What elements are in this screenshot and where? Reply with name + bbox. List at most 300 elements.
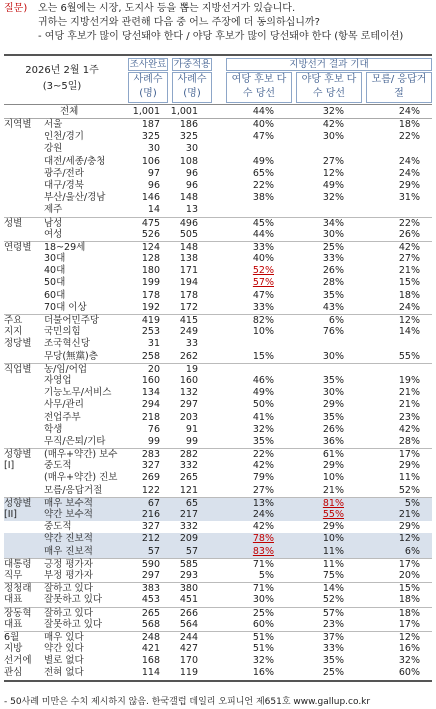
table-row bbox=[4, 570, 432, 582]
table-row bbox=[4, 302, 432, 314]
table-row bbox=[4, 387, 432, 399]
row-group-label: [II] bbox=[4, 509, 18, 520]
row-label: 매우 보수적 bbox=[44, 497, 93, 509]
ruling-pct: 33% bbox=[252, 241, 274, 253]
table-row bbox=[4, 314, 432, 326]
weighted-count: 496 bbox=[179, 217, 198, 229]
opposition-pct: 29% bbox=[322, 460, 344, 472]
surveyed-count: 590 bbox=[141, 558, 160, 570]
table-row bbox=[4, 156, 432, 168]
ruling-pct: 32% bbox=[252, 655, 274, 667]
unknown-pct: 11% bbox=[398, 472, 420, 484]
surveyed-count: 178 bbox=[141, 289, 160, 301]
unknown-pct: 15% bbox=[398, 277, 420, 289]
surveyed-count: 199 bbox=[141, 277, 160, 289]
table-row bbox=[4, 485, 432, 497]
row-label: 부정 평가자 bbox=[44, 569, 93, 581]
weighted-count: 262 bbox=[179, 350, 198, 362]
row-group-label: 지방 bbox=[4, 643, 23, 655]
opposition-pct: 61% bbox=[322, 449, 344, 461]
unknown-pct: 12% bbox=[398, 533, 420, 545]
ruling-pct: 51% bbox=[252, 643, 274, 655]
opposition-pct: 75% bbox=[322, 569, 344, 581]
table-row bbox=[4, 326, 432, 338]
ruling-pct: 15% bbox=[252, 350, 274, 362]
table-row bbox=[4, 131, 432, 143]
row-label: 전업주부 bbox=[44, 411, 81, 423]
weighted-count: 172 bbox=[179, 301, 198, 313]
row-label: 서울 bbox=[44, 119, 63, 130]
unknown-pct: 32% bbox=[398, 655, 420, 667]
table-row bbox=[4, 412, 432, 424]
weighted-count: 265 bbox=[179, 472, 198, 484]
unknown-pct: 42% bbox=[398, 423, 420, 435]
ruling-pct: 49% bbox=[252, 387, 274, 399]
ruling-pct: 57% bbox=[252, 277, 274, 289]
opposition-pct: 37% bbox=[322, 631, 344, 643]
surveyed-count: 475 bbox=[141, 217, 160, 229]
surveyed-count: 31 bbox=[147, 338, 160, 350]
row-group-label: 대표 bbox=[4, 618, 23, 630]
unknown-pct: 24% bbox=[398, 301, 420, 313]
row-label: 무직/은퇴/기타 bbox=[44, 435, 106, 447]
row-label: 인천/경기 bbox=[44, 131, 84, 143]
ruling-pct: 33% bbox=[252, 301, 274, 313]
row-label: 30대 bbox=[44, 253, 66, 265]
row-label: 제주 bbox=[44, 204, 63, 216]
row-label: 약간 있다 bbox=[44, 643, 84, 655]
unknown-pct: 21% bbox=[398, 387, 420, 399]
table-row bbox=[4, 375, 432, 387]
ruling-pct: 40% bbox=[252, 119, 274, 130]
ruling-pct: 44% bbox=[252, 228, 274, 240]
ruling-pct: 16% bbox=[252, 667, 274, 679]
table-row bbox=[4, 582, 432, 594]
ruling-pct: 65% bbox=[252, 167, 274, 179]
table-row bbox=[4, 277, 432, 289]
row-label: 강원 bbox=[44, 143, 63, 155]
surveyed-count: 96 bbox=[147, 179, 160, 191]
ruling-pct: 22% bbox=[252, 449, 274, 461]
unknown-pct: 15% bbox=[398, 583, 420, 595]
row-group-label: 연령별 bbox=[4, 241, 32, 253]
table-row bbox=[4, 119, 432, 131]
table-row bbox=[4, 217, 432, 229]
weighted-count: 148 bbox=[179, 192, 198, 204]
surveyed-count: 1,001 bbox=[132, 106, 160, 117]
row-label: 모름/응답거절 bbox=[44, 484, 103, 496]
weighted-count: 209 bbox=[179, 533, 198, 545]
weighted-count: 96 bbox=[185, 167, 198, 179]
weighted-count: 332 bbox=[179, 521, 198, 533]
row-label: 학생 bbox=[44, 423, 63, 435]
surveyed-count: 99 bbox=[147, 435, 160, 447]
ruling-pct: 27% bbox=[252, 484, 274, 496]
surveyed-count: 97 bbox=[147, 167, 160, 179]
opposition-pct: 29% bbox=[322, 399, 344, 411]
row-label: 60대 bbox=[44, 289, 66, 301]
row-label: 약간 보수적 bbox=[44, 509, 93, 520]
unknown-pct: 21% bbox=[398, 509, 420, 520]
ruling-pct: 60% bbox=[252, 618, 274, 630]
table-row bbox=[4, 460, 432, 472]
opposition-pct: 32% bbox=[322, 192, 344, 204]
row-label: 중도적 bbox=[44, 460, 72, 472]
col-weighted-sub: 사례수 (명) bbox=[172, 72, 212, 103]
unknown-pct: 60% bbox=[398, 667, 420, 679]
ruling-pct: 22% bbox=[252, 179, 274, 191]
weighted-count: 427 bbox=[179, 643, 198, 655]
ruling-pct: 52% bbox=[252, 265, 274, 277]
weighted-count: 415 bbox=[179, 315, 198, 326]
row-group-label: 지역별 bbox=[4, 119, 32, 130]
surveyed-count: 57 bbox=[147, 545, 160, 557]
unknown-pct: 29% bbox=[398, 521, 420, 533]
weighted-count: 451 bbox=[179, 594, 198, 606]
surveyed-count: 30 bbox=[147, 143, 160, 155]
weighted-count: 99 bbox=[185, 435, 198, 447]
table-row bbox=[4, 533, 432, 545]
table-row bbox=[4, 143, 432, 155]
opposition-pct: 35% bbox=[322, 411, 344, 423]
table-row bbox=[4, 643, 432, 655]
surveyed-count: 192 bbox=[141, 301, 160, 313]
opposition-pct: 76% bbox=[322, 326, 344, 338]
table-row bbox=[4, 192, 432, 204]
table-row bbox=[4, 607, 432, 619]
row-group-label: 관심 bbox=[4, 667, 23, 679]
surveyed-count: 453 bbox=[141, 594, 160, 606]
unknown-pct: 12% bbox=[398, 631, 420, 643]
ruling-pct: 45% bbox=[252, 217, 274, 229]
weighted-count: 30 bbox=[185, 143, 198, 155]
opposition-pct: 33% bbox=[322, 643, 344, 655]
surveyed-count: 180 bbox=[141, 265, 160, 277]
weighted-count: 119 bbox=[179, 667, 198, 679]
surveyed-count: 269 bbox=[141, 472, 160, 484]
row-group-label: 선거에 bbox=[4, 655, 32, 667]
weighted-count: 132 bbox=[179, 387, 198, 399]
ruling-pct: 24% bbox=[252, 509, 274, 520]
surveyed-count: 160 bbox=[141, 374, 160, 386]
col-unknown-header: 모름/ 응답거절 bbox=[366, 72, 432, 103]
table-row bbox=[4, 655, 432, 667]
unknown-pct: 21% bbox=[398, 265, 420, 277]
table-row bbox=[4, 472, 432, 484]
row-label: 더불어민주당 bbox=[44, 315, 100, 326]
opposition-pct: 57% bbox=[322, 607, 344, 619]
row-group-label: 대표 bbox=[4, 594, 23, 606]
col-opposition-header: 야당 후보 다수 당선 bbox=[296, 72, 362, 103]
surveyed-count: 76 bbox=[147, 423, 160, 435]
table-row bbox=[4, 448, 432, 460]
unknown-pct: 23% bbox=[398, 411, 420, 423]
table-row bbox=[4, 436, 432, 448]
ruling-pct: 40% bbox=[252, 253, 274, 265]
surveyed-count: 134 bbox=[141, 387, 160, 399]
col-surveyed-header: 조사완료 bbox=[129, 59, 167, 70]
row-label: 전체 bbox=[60, 106, 79, 117]
weighted-count: 564 bbox=[179, 618, 198, 630]
row-label: 대구/경북 bbox=[44, 179, 84, 191]
surveyed-count: 124 bbox=[141, 241, 160, 253]
col-surveyed-sub: 사례수 (명) bbox=[128, 72, 168, 103]
row-label: 긍정 평가자 bbox=[44, 558, 93, 570]
row-group-label: 지지 bbox=[4, 326, 23, 338]
weighted-count: 297 bbox=[179, 399, 198, 411]
table-row bbox=[4, 619, 432, 631]
weighted-count: 244 bbox=[179, 631, 198, 643]
weighted-count: 57 bbox=[185, 545, 198, 557]
row-label: 잘하고 있다 bbox=[44, 583, 93, 595]
surveyed-count: 419 bbox=[141, 315, 160, 326]
unknown-pct: 42% bbox=[398, 241, 420, 253]
surveyed-count: 297 bbox=[141, 569, 160, 581]
weighted-count: 91 bbox=[185, 423, 198, 435]
weighted-count: 65 bbox=[185, 497, 198, 509]
surveyed-count: 327 bbox=[141, 521, 160, 533]
weighted-count: 217 bbox=[179, 509, 198, 520]
unknown-pct: 14% bbox=[398, 326, 420, 338]
unknown-pct: 31% bbox=[398, 192, 420, 204]
weighted-count: 325 bbox=[179, 131, 198, 143]
table-row bbox=[4, 667, 432, 679]
row-group-label: 장동혁 bbox=[4, 607, 32, 619]
question-line: - 여당 후보가 많이 당선돼야 한다 / 야당 후보가 많이 당선돼야 한다 (항목 로테이션) bbox=[38, 31, 404, 42]
unknown-pct: 18% bbox=[398, 594, 420, 606]
opposition-pct: 11% bbox=[322, 558, 344, 570]
opposition-pct: 30% bbox=[322, 350, 344, 362]
opposition-pct: 29% bbox=[322, 521, 344, 533]
row-label: 자영업 bbox=[44, 374, 72, 386]
ruling-pct: 44% bbox=[252, 106, 274, 117]
surveyed-count: 421 bbox=[141, 643, 160, 655]
opposition-pct: 26% bbox=[322, 265, 344, 277]
table-row bbox=[4, 253, 432, 265]
row-group-label: 성별 bbox=[4, 217, 23, 229]
row-group-label: 대통령 bbox=[4, 558, 32, 570]
ruling-pct: 30% bbox=[252, 594, 274, 606]
ruling-pct: 78% bbox=[252, 533, 274, 545]
ruling-pct: 10% bbox=[252, 326, 274, 338]
weighted-count: 160 bbox=[179, 374, 198, 386]
ruling-pct: 25% bbox=[252, 607, 274, 619]
unknown-pct: 21% bbox=[398, 399, 420, 411]
opposition-pct: 30% bbox=[322, 131, 344, 143]
weighted-count: 96 bbox=[185, 179, 198, 191]
opposition-pct: 12% bbox=[322, 167, 344, 179]
table-body bbox=[4, 105, 432, 680]
unknown-pct: 22% bbox=[398, 217, 420, 229]
row-label: 별로 없다 bbox=[44, 655, 84, 667]
weighted-count: 170 bbox=[179, 655, 198, 667]
unknown-pct: 17% bbox=[398, 618, 420, 630]
surveyed-count: 14 bbox=[147, 204, 160, 216]
row-label: 여성 bbox=[44, 228, 63, 240]
row-group-label: 직무 bbox=[4, 569, 23, 581]
table-row bbox=[4, 363, 432, 375]
table-row bbox=[4, 509, 432, 521]
opposition-pct: 81% bbox=[322, 497, 344, 509]
surveyed-count: 67 bbox=[147, 497, 160, 509]
unknown-pct: 12% bbox=[398, 315, 420, 326]
table-header bbox=[4, 56, 432, 105]
opposition-pct: 35% bbox=[322, 655, 344, 667]
opposition-pct: 35% bbox=[322, 374, 344, 386]
surveyed-count: 20 bbox=[147, 363, 160, 375]
opposition-pct: 35% bbox=[322, 289, 344, 301]
ruling-pct: 82% bbox=[252, 315, 274, 326]
ruling-pct: 79% bbox=[252, 472, 274, 484]
weighted-count: 1,001 bbox=[170, 106, 198, 117]
surveyed-count: 253 bbox=[141, 326, 160, 338]
weighted-count: 19 bbox=[185, 363, 198, 375]
unknown-pct: 18% bbox=[398, 289, 420, 301]
weighted-count: 332 bbox=[179, 460, 198, 472]
row-label: 대전/세종/충청 bbox=[44, 155, 106, 167]
table-row bbox=[4, 399, 432, 411]
surveyed-count: 122 bbox=[141, 484, 160, 496]
expectation-group-header: 지방선거 결과 기대 bbox=[226, 58, 432, 71]
unknown-pct: 24% bbox=[398, 155, 420, 167]
unknown-pct: 5% bbox=[404, 497, 420, 509]
ruling-pct: 38% bbox=[252, 192, 274, 204]
unknown-pct: 18% bbox=[398, 607, 420, 619]
row-label: 사무/관리 bbox=[44, 399, 84, 411]
table-row bbox=[4, 497, 432, 509]
ruling-pct: 47% bbox=[252, 289, 274, 301]
opposition-pct: 25% bbox=[322, 667, 344, 679]
opposition-pct: 30% bbox=[322, 228, 344, 240]
surveyed-count: 114 bbox=[141, 667, 160, 679]
row-label: 40대 bbox=[44, 265, 66, 277]
surveyed-count: 283 bbox=[141, 449, 160, 461]
ruling-pct: 83% bbox=[252, 545, 274, 557]
row-group-label: 정당별 bbox=[4, 338, 32, 350]
table-row bbox=[4, 265, 432, 277]
surveyed-count: 128 bbox=[141, 253, 160, 265]
unknown-pct: 24% bbox=[398, 106, 420, 117]
col-ruling-header: 여당 후보 다수 당선 bbox=[226, 72, 292, 103]
row-group-label: 정청래 bbox=[4, 583, 32, 595]
unknown-pct: 24% bbox=[398, 167, 420, 179]
unknown-pct: 28% bbox=[398, 435, 420, 447]
ruling-pct: 13% bbox=[252, 497, 274, 509]
table-row bbox=[4, 229, 432, 241]
row-group-label: 성향별 bbox=[4, 497, 32, 509]
row-label: 약간 진보적 bbox=[44, 533, 93, 545]
row-label: 전혀 없다 bbox=[44, 667, 84, 679]
opposition-pct: 10% bbox=[322, 472, 344, 484]
opposition-pct: 21% bbox=[322, 484, 344, 496]
opposition-pct: 32% bbox=[322, 106, 344, 117]
ruling-pct: 42% bbox=[252, 521, 274, 533]
row-group-label: 직업별 bbox=[4, 363, 32, 375]
opposition-pct: 52% bbox=[322, 594, 344, 606]
ruling-pct: 42% bbox=[252, 460, 274, 472]
ruling-pct: 41% bbox=[252, 411, 274, 423]
surveyed-count: 218 bbox=[141, 411, 160, 423]
opposition-pct: 49% bbox=[322, 179, 344, 191]
row-label: 농/임/어업 bbox=[44, 363, 88, 375]
question-line: 귀하는 지방선거와 관련해 다음 중 어느 주장에 더 동의하십니까? bbox=[38, 17, 320, 28]
row-label: 매우 있다 bbox=[44, 631, 84, 643]
weighted-count: 194 bbox=[179, 277, 198, 289]
row-label: 50대 bbox=[44, 277, 66, 289]
table-row bbox=[4, 290, 432, 302]
row-label: 잘못하고 있다 bbox=[44, 594, 103, 606]
ruling-pct: 5% bbox=[258, 569, 274, 581]
survey-period: (3~5일) bbox=[42, 81, 82, 92]
row-label: 18~29세 bbox=[44, 241, 86, 253]
surveyed-count: 265 bbox=[141, 607, 160, 619]
results-table bbox=[4, 54, 432, 682]
unknown-pct: 26% bbox=[398, 228, 420, 240]
table-row bbox=[4, 338, 432, 350]
surveyed-count: 325 bbox=[141, 131, 160, 143]
footer-note: - 50사례 미만은 수치 제시하지 않음. 한국갤럽 데일리 오피니언 제651호 www.gallup.co.kr bbox=[4, 697, 371, 707]
opposition-pct: 14% bbox=[322, 583, 344, 595]
ruling-pct: 49% bbox=[252, 155, 274, 167]
surveyed-count: 248 bbox=[141, 631, 160, 643]
weighted-count: 266 bbox=[179, 607, 198, 619]
weighted-count: 178 bbox=[179, 289, 198, 301]
table-row bbox=[4, 521, 432, 533]
surveyed-count: 212 bbox=[141, 533, 160, 545]
weighted-count: 293 bbox=[179, 569, 198, 581]
opposition-pct: 28% bbox=[322, 277, 344, 289]
row-label: 남성 bbox=[44, 217, 63, 229]
table-row bbox=[4, 180, 432, 192]
surveyed-count: 258 bbox=[141, 350, 160, 362]
opposition-pct: 11% bbox=[322, 545, 344, 557]
table-row bbox=[4, 105, 432, 119]
opposition-pct: 43% bbox=[322, 301, 344, 313]
row-label: 조국혁신당 bbox=[44, 338, 90, 350]
unknown-pct: 55% bbox=[398, 350, 420, 362]
table-row bbox=[4, 351, 432, 363]
unknown-pct: 19% bbox=[398, 374, 420, 386]
row-label: 잘하고 있다 bbox=[44, 607, 93, 619]
surveyed-count: 327 bbox=[141, 460, 160, 472]
row-label: (매우+약간) 보수 bbox=[44, 449, 118, 461]
unknown-pct: 6% bbox=[404, 545, 420, 557]
surveyed-count: 526 bbox=[141, 228, 160, 240]
weighted-count: 203 bbox=[179, 411, 198, 423]
surveyed-count: 216 bbox=[141, 509, 160, 520]
unknown-pct: 27% bbox=[398, 253, 420, 265]
surveyed-count: 146 bbox=[141, 192, 160, 204]
question-text bbox=[38, 2, 432, 44]
ruling-pct: 47% bbox=[252, 131, 274, 143]
row-label: 국민의힘 bbox=[44, 326, 81, 338]
surveyed-count: 168 bbox=[141, 655, 160, 667]
weighted-count: 138 bbox=[179, 253, 198, 265]
weighted-count: 585 bbox=[179, 558, 198, 570]
table-row bbox=[4, 546, 432, 558]
survey-date: 2026년 2월 1주 bbox=[25, 65, 99, 76]
ruling-pct: 71% bbox=[252, 558, 274, 570]
unknown-pct: 29% bbox=[398, 460, 420, 472]
table-row bbox=[4, 594, 432, 606]
table-row bbox=[4, 168, 432, 180]
ruling-pct: 35% bbox=[252, 435, 274, 447]
row-label: 잘못하고 있다 bbox=[44, 618, 103, 630]
surveyed-count: 187 bbox=[141, 119, 160, 130]
opposition-pct: 23% bbox=[322, 618, 344, 630]
weighted-count: 186 bbox=[179, 119, 198, 130]
opposition-pct: 27% bbox=[322, 155, 344, 167]
